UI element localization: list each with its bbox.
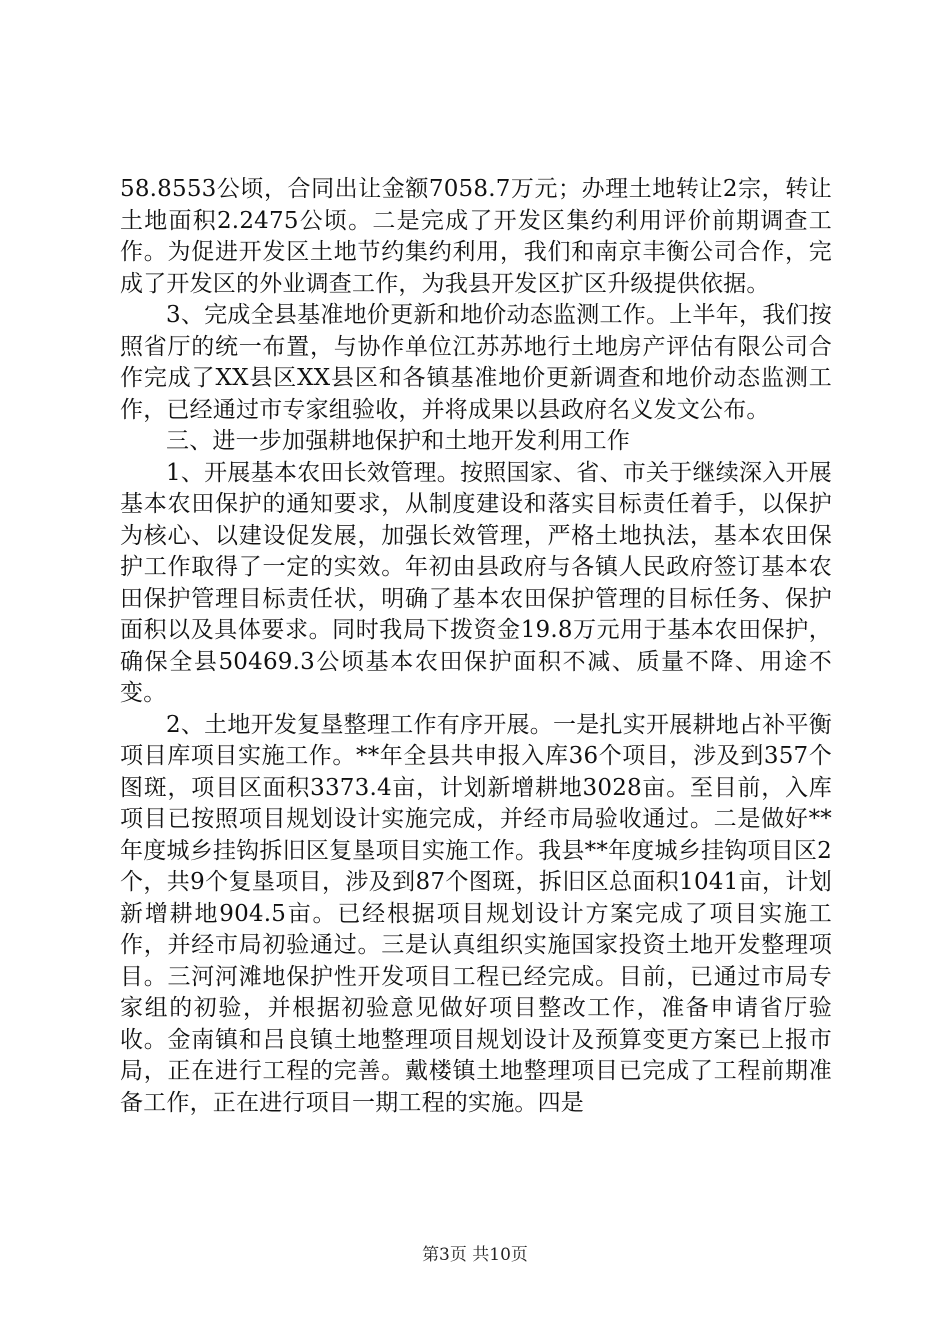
paragraph-land-development-reclamation: 2、土地开发复垦整理工作有序开展。一是扎实开展耕地占补平衡项目库项目实施工作。**年全县共申报入库36个项目，涉及到357个图斑，项目区面积3373.4亩，计划新增耕地3028亩。至目前，入库项目已按照项目规划设计实施完成，并经市局验收通过。二是做好**年度城乡挂钩拆旧区复垦项目实施工作。我县**年度城乡挂钩项目区2个，共9个复垦项目，涉及到87个图斑，拆旧区总面积1041亩，计划新增耕地904.5亩。已经根据项目规划设计方案完成了项目实施工作，并经市局初验通过。三是认真组织实施国家投资土地开发整理项目。三河河滩地保护性开发项目工程已经完成。目前，已通过市局专家组的初验，并根据初验意见做好项目整改工作，准备申请省厅验收。金南镇和吕良镇土地整理项目规划设计及预算变更方案已上报市局，正在进行工程的完善。戴楼镇土地整理项目已完成了工程前期准备工作，正在进行项目一期工程的实施。四是 <box>120 711 832 1116</box>
paragraph-basic-farmland-management: 1、开展基本农田长效管理。按照国家、省、市关于继续深入开展基本农田保护的通知要求，从制度建设和落实目标责任着手，以保护为核心、以建设促发展，加强长效管理，严格土地执法，基本农田保护工作取得了一定的实效。年初由县政府与各镇人民政府签订基本农田保护管理目标责任状，明确了基本农田保护管理的目标任务、保护面积以及具体要求。同时我局下拨资金19.8万元用于基本农田保护，确保全县50469.3公顷基本农田保护面积不减、质量不降、用途不变。 <box>120 459 832 706</box>
page-footer: 第3页 共10页 <box>422 1245 528 1265</box>
section-heading-farmland-protection: 三、进一步加强耕地保护和土地开发利用工作 <box>166 428 630 454</box>
paragraph-continuation: 58.8553公顷，合同出让金额7058.7万元；办理土地转让2宗，转让土地面积2.2475公顷。二是完成了开发区集约利用评价前期调查工作。为促进开发区土地节约集约利用，我们和南京丰衡公司合作，完成了开发区的外业调查工作，为我县开发区扩区升级提供依据。 <box>120 176 832 297</box>
paragraph-benchmark-land-price: 3、完成全县基准地价更新和地价动态监测工作。上半年，我们按照省厅的统一布置，与协作单位江苏苏地行土地房产评估有限公司合作完成了XX县区XX县区和各镇基准地价更新调查和地价动态监测工作，已经通过市专家组验收，并将成果以县政府名义发文公布。 <box>120 302 832 423</box>
document-body <box>120 174 832 1119</box>
